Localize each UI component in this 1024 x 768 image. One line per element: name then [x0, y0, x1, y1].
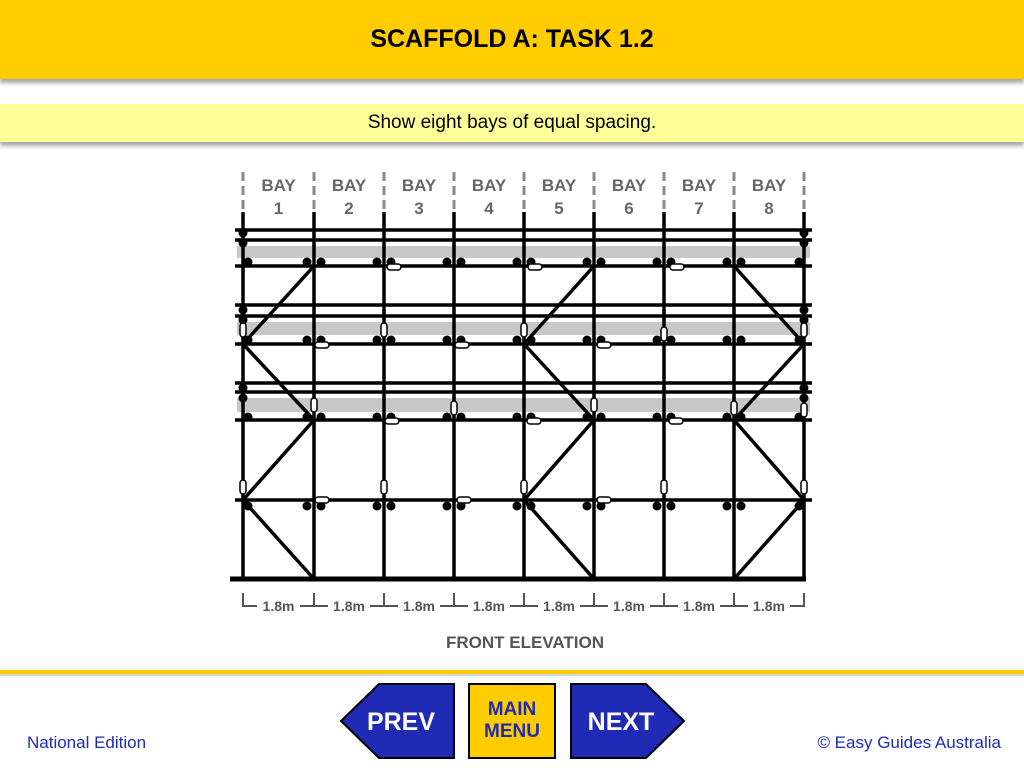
page-title: SCAFFOLD A: TASK 1.2: [370, 25, 654, 53]
coupler-75: [795, 502, 804, 511]
bay-label-1-line1: BAY: [261, 176, 296, 195]
bay-label-5-line2: 5: [554, 199, 564, 218]
joiner-v-13: [661, 480, 667, 494]
coupler-47: [373, 413, 382, 422]
joiner-v-7: [591, 398, 597, 412]
bay-label-5-line1: BAY: [541, 176, 577, 195]
bay-label-2-line1: BAY: [331, 176, 367, 195]
coupler-36: [527, 336, 536, 345]
coupler-25: [723, 258, 732, 267]
coupler-29: [303, 336, 312, 345]
coupler-12: [244, 258, 253, 267]
joiner-v-5: [311, 398, 317, 412]
diagonal-brace-11: [734, 420, 804, 500]
coupler-19: [513, 258, 522, 267]
coupler-9: [239, 394, 248, 403]
diagonal-brace-4: [243, 500, 314, 579]
next-button[interactable]: [569, 683, 686, 759]
coupler-17: [443, 258, 452, 267]
joiner-h-10: [457, 497, 471, 503]
joiner-v-12: [521, 480, 527, 494]
bay-labels: [261, 176, 786, 218]
coupler-6: [800, 306, 809, 315]
instruction-text: Show eight bays of equal spacing.: [367, 112, 657, 133]
header-bar: [0, 0, 1024, 79]
footer-divider-shadow: [0, 674, 1024, 676]
diagonal-brace-12: [734, 500, 804, 579]
joiner-h-5: [597, 342, 611, 348]
joiner-h-8: [669, 418, 683, 424]
bay-label-1-line2: 1: [273, 199, 284, 218]
joiner-h-4: [455, 342, 469, 348]
dimension-line: [243, 593, 804, 614]
joiner-v-9: [801, 403, 807, 417]
bay-label-8-line1: BAY: [751, 176, 787, 195]
bay-label-6-line2: 6: [624, 199, 634, 218]
joiner-h-3: [315, 342, 329, 348]
bay-markers: [243, 172, 804, 210]
coupler-21: [583, 258, 592, 267]
coupler-39: [653, 336, 662, 345]
bay-width-label-5: 1.8m: [543, 598, 575, 614]
coupler-41: [723, 336, 732, 345]
coupler-1: [239, 239, 248, 248]
joiner-v-0: [240, 323, 246, 337]
bay-label-6-line1: BAY: [611, 176, 647, 195]
coupler-15: [373, 258, 382, 267]
coupler-31: [373, 336, 382, 345]
coupler-64: [387, 502, 396, 511]
coupler-60: [244, 502, 253, 511]
coupler-67: [513, 502, 522, 511]
main-menu-button[interactable]: [468, 683, 556, 759]
bay-label-3-line1: BAY: [401, 176, 437, 195]
bay-width-label-8: 1.8m: [753, 598, 785, 614]
coupler-14: [317, 258, 326, 267]
coupler-73: [723, 502, 732, 511]
coupler-68: [527, 502, 536, 511]
coupler-57: [723, 413, 732, 422]
bay-label-8-line2: 8: [764, 199, 774, 218]
coupler-46: [317, 413, 326, 422]
coupler-27: [795, 258, 804, 267]
coupler-65: [443, 502, 452, 511]
coupler-32: [387, 336, 396, 345]
coupler-45: [303, 413, 312, 422]
coupler-58: [737, 413, 746, 422]
coupler-23: [653, 258, 662, 267]
coupler-69: [583, 502, 592, 511]
coupler-35: [513, 336, 522, 345]
coupler-22: [597, 258, 606, 267]
bay-width-label-6: 1.8m: [613, 598, 645, 614]
coupler-33: [443, 336, 452, 345]
bay-label-7-line1: BAY: [681, 176, 717, 195]
joiner-v-2: [521, 323, 527, 337]
coupler-61: [303, 502, 312, 511]
coupler-0: [239, 229, 248, 238]
prev-button[interactable]: [339, 683, 456, 759]
coupler-10: [800, 384, 809, 393]
coupler-55: [653, 413, 662, 422]
coupler-49: [443, 413, 452, 422]
prev-label: PREV: [366, 708, 436, 736]
diagonal-brace-8: [524, 500, 594, 579]
coupler-2: [800, 229, 809, 238]
instruction-bar: [0, 104, 1024, 142]
joiner-v-14: [801, 480, 807, 494]
coupler-63: [373, 502, 382, 511]
diagonal-brace-3: [243, 420, 314, 500]
scaffold-frame: [230, 212, 812, 580]
coupler-71: [653, 502, 662, 511]
coupler-11: [800, 394, 809, 403]
joiner-v-10: [240, 480, 246, 494]
bay-label-3-line2: 3: [414, 199, 424, 218]
diagonal-brace-7: [524, 420, 594, 500]
copyright-label: © Easy Guides Australia: [817, 733, 1001, 752]
joiner-h-2: [670, 264, 684, 270]
bay-width-label-2: 1.8m: [333, 598, 365, 614]
joiner-h-1: [528, 264, 542, 270]
joiner-h-6: [385, 418, 399, 424]
joiner-h-9: [315, 497, 329, 503]
bay-label-4-line1: BAY: [471, 176, 507, 195]
coupler-18: [457, 258, 466, 267]
edition-label: National Edition: [27, 733, 147, 752]
coupler-4: [239, 306, 248, 315]
joiner-v-4: [801, 323, 807, 337]
coupler-74: [737, 502, 746, 511]
bay-width-label-4: 1.8m: [473, 598, 505, 614]
coupler-44: [244, 413, 253, 422]
bay-width-label-1: 1.8m: [262, 598, 295, 614]
bay-label-4-line2: 4: [484, 199, 494, 218]
coupler-72: [667, 502, 676, 511]
coupler-50: [457, 413, 466, 422]
coupler-42: [737, 336, 746, 345]
coupler-26: [737, 258, 746, 267]
joiner-h-0: [387, 264, 401, 270]
joiner-v-11: [381, 480, 387, 494]
joiner-v-3: [661, 327, 667, 341]
coupler-8: [239, 384, 248, 393]
joiner-h-11: [597, 497, 611, 503]
front-elevation-caption: FRONT ELEVATION: [445, 633, 605, 652]
bay-label-7-line2: 7: [694, 199, 704, 218]
coupler-3: [800, 239, 809, 248]
coupler-54: [597, 413, 606, 422]
coupler-40: [667, 336, 676, 345]
joiner-v-1: [381, 323, 387, 337]
main-menu-label-line1: MAIN: [487, 699, 537, 720]
joiner-v-8: [731, 401, 737, 415]
bay-width-label-7: 1.8m: [683, 598, 715, 614]
coupler-37: [583, 336, 592, 345]
joiner-h-7: [527, 418, 541, 424]
coupler-53: [583, 413, 592, 422]
joiner-v-6: [451, 401, 457, 415]
bay-width-label-3: 1.8m: [403, 598, 435, 614]
main-menu-label-line2: MENU: [484, 721, 540, 742]
bay-label-2-line2: 2: [344, 199, 354, 218]
next-label: NEXT: [587, 708, 655, 736]
coupler-51: [513, 413, 522, 422]
scaffold-diagram: [0, 150, 1024, 670]
coupler-13: [303, 258, 312, 267]
